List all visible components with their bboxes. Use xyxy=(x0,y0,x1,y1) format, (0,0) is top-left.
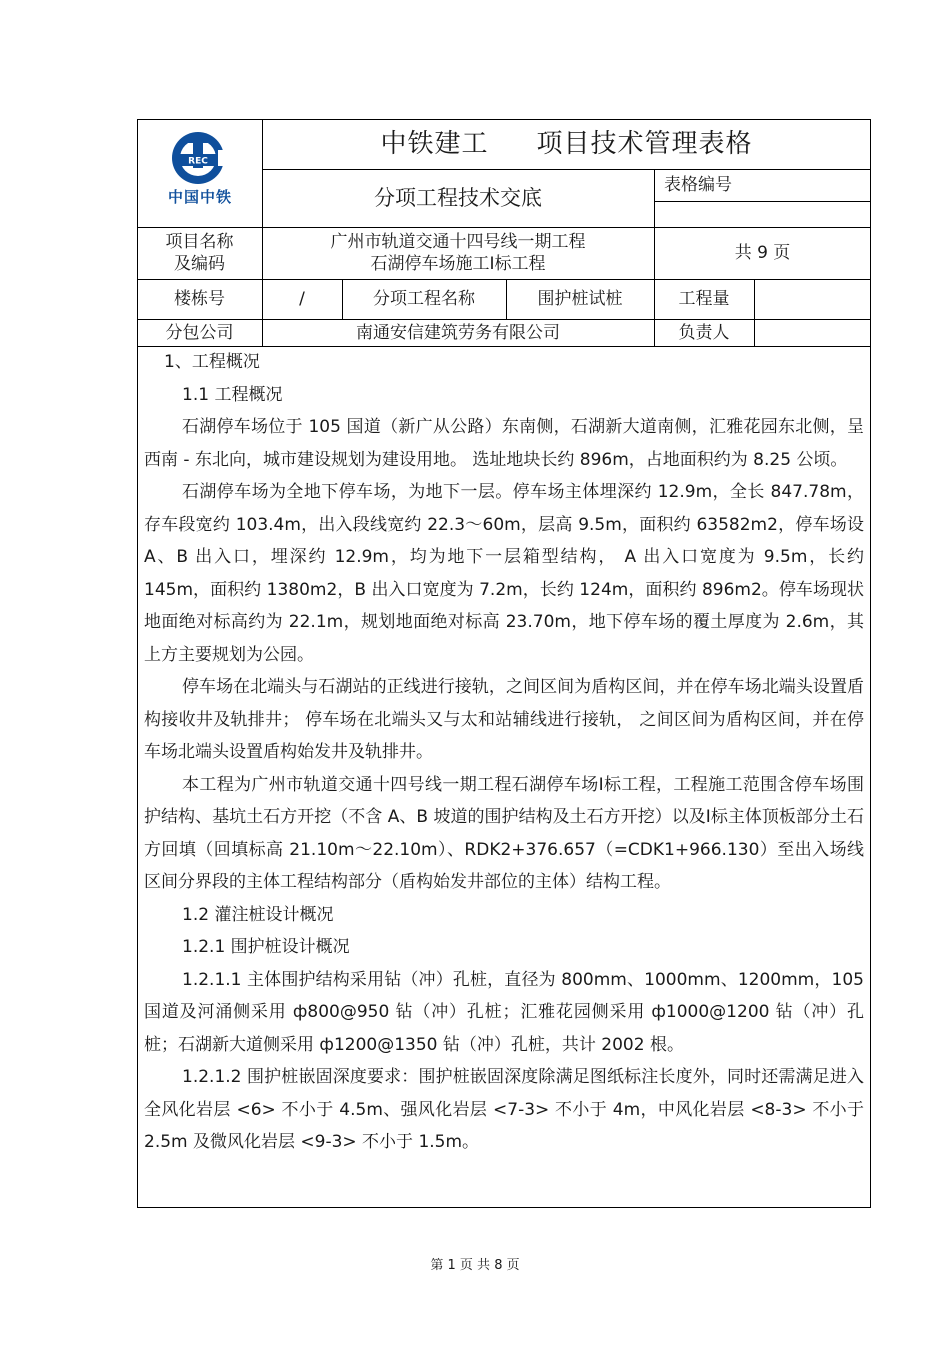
paragraph-pile-design: 1.2.1.1 主体围护结构采用钻（冲）孔桩，直径为 800mm、1000mm、1200mm，105 国道及河涌侧采用 ф800@950 钻（冲）孔桩；汇雅花园侧采用 ф1000@1200 钻（冲）孔桩；石湖新大道侧采用 ф1200@1350 钻（冲）孔桩，共计 2002 根。 xyxy=(144,969,864,1055)
project-label-line1: 项目名称 xyxy=(165,232,234,252)
title-form: 项目技术管理表格 xyxy=(536,129,753,159)
paragraph-embedment: 1.2.1.2 围护桩嵌固深度要求：围护桩嵌固深度除满足图纸标注长度外，同时还需满足进入全风化岩层 <6> 不小于 4.5m、强风化岩层 <7-3> 不小于 4m，中风化岩层 <8-3> 不小于 2.5m 及微风化岩层 <9-3> 不小于 1.5m。 xyxy=(144,1067,864,1152)
form-no-value[interactable] xyxy=(654,201,871,227)
building-label: 楼栋号 xyxy=(174,289,225,309)
person-value[interactable] xyxy=(754,319,871,346)
svg-text:REC: REC xyxy=(188,156,208,167)
subcontractor-label: 分包公司 xyxy=(165,322,234,343)
paragraph-connection: 停车场在北端头与石湖站的正线进行接轨，之间区间为盾构区间，并在停车场北端头设置盾构接收井及轨排井； 停车场在北端头又与太和站辅线进行接轨， 之间区间为盾构区间，并在停车场北端头设置盾构始发井及轨排井。 xyxy=(144,677,864,762)
page-title xyxy=(262,119,871,169)
section-heading-1-2-1: 1.2.1 围护桩设计概况 xyxy=(182,937,350,957)
quantity-label: 工程量 xyxy=(678,289,730,309)
paragraph-scope: 本工程为广州市轨道交通十四号线一期工程石湖停车场Ⅰ标工程，工程施工范围含停车场围护结构、基坑土石方开挖（不含 A、B 坡道的围护结构及土石方开挖）以及Ⅰ标主体顶板部分土石方回填（回填标高 21.10m～22.10m）、RDK2+376.657（=CDK1+966.130）至出入场线区间分界段的主体工程结构部分（盾构始发井部位的主体）结构工程。 xyxy=(144,774,864,892)
project-name xyxy=(262,227,654,279)
project-name-line2: 石湖停车场施工Ⅰ标工程 xyxy=(370,254,546,274)
subcontractor-value: 南通安信建筑劳务有限公司 xyxy=(356,322,560,343)
section-heading-1: 1、工程概况 xyxy=(164,352,260,372)
building-value: / xyxy=(299,289,305,309)
form-no-label: 表格编号 xyxy=(664,175,732,195)
total-pages: 共 9 页 xyxy=(734,243,791,263)
project-label-line2: 及编码 xyxy=(174,254,225,274)
person-label: 负责人 xyxy=(678,322,730,343)
logo-text: 中国中铁 xyxy=(167,188,232,206)
page-footer: 第 1 页 共 8 页 xyxy=(430,1258,520,1273)
paragraph-structure: 石湖停车场为全地下停车场，为地下一层。停车场主体埋深约 12.9m，全长 847.78m，存车段宽约 103.4m，出入段线宽约 22.3～60m，层高 9.5m，面积约 63582m2，停车场设 A、B 出入口，埋深约 12.9m，均为地下一层箱型结构， A 出入口宽度为 9.5m，长约 145m，面积约 1380m2，B 出入口宽度为 7.2m，长约 124m，面积约 896m2。停车场现状地面绝对标高约为 22.1m，规划地面绝对标高 23.70m，地下停车场的覆土厚度为 2.6m，其上方主要规划为公园。 xyxy=(144,482,864,665)
disclosure-content xyxy=(144,346,864,1159)
section-heading-1-2: 1.2 灌注桩设计概况 xyxy=(182,904,334,925)
paragraph-location: 石湖停车场位于 105 国道（新广从公路）东南侧，石湖新大道南侧，汇雅花园东北侧，呈西南 - 东北向，城市建设规划为建设用地。 选址地块长约 896m，占地面积约为 8.25 公顷。 xyxy=(144,417,864,470)
quantity-value[interactable] xyxy=(754,279,871,319)
sub-item-value: 围护桩试桩 xyxy=(537,289,623,309)
project-label xyxy=(137,227,262,279)
page-subtitle: 分项工程技术交底 xyxy=(374,186,542,210)
section-heading-1-1: 1.1 工程概况 xyxy=(182,384,283,405)
title-company: 中铁建工 xyxy=(380,129,489,159)
project-name-line1: 广州市轨道交通十四号线一期工程 xyxy=(330,232,586,252)
sub-item-label: 分项工程名称 xyxy=(373,289,475,309)
